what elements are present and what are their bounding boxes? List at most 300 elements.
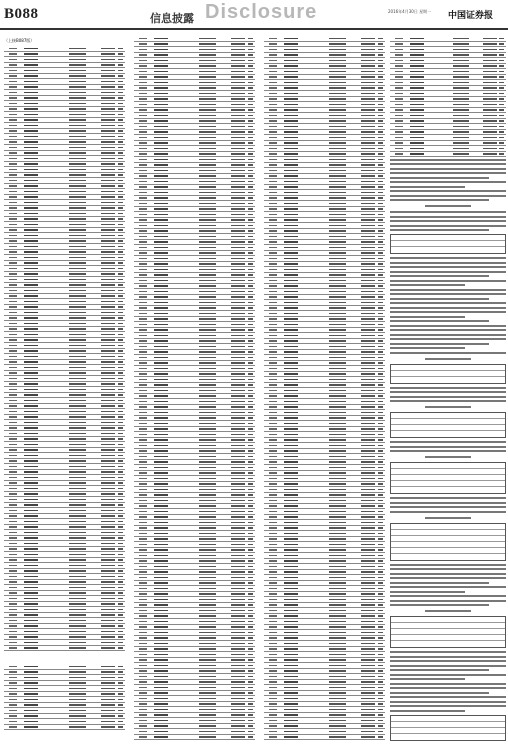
cell-text <box>248 153 253 155</box>
text-line <box>390 225 506 227</box>
cell-text <box>378 472 383 474</box>
cell-text <box>118 235 123 237</box>
cell-text <box>248 115 253 117</box>
cell-text <box>69 455 86 457</box>
cell-text <box>329 533 346 535</box>
cell-text <box>248 494 253 496</box>
cell-text <box>118 350 123 352</box>
cell-text <box>248 472 253 474</box>
cell-text <box>199 296 216 298</box>
cell-text <box>118 174 123 176</box>
cell-text <box>378 390 383 392</box>
cell-text <box>248 340 253 342</box>
cell-text <box>361 472 376 474</box>
cell-text <box>199 164 216 166</box>
cell-text <box>118 636 123 638</box>
cell-text <box>231 104 246 106</box>
cell-text <box>101 570 116 572</box>
cell-text <box>378 192 383 194</box>
text-line <box>390 229 489 231</box>
section-heading-line <box>425 517 471 519</box>
cell-text <box>118 103 123 105</box>
cell-text <box>361 588 376 590</box>
cell-text <box>69 147 86 149</box>
cell-text <box>231 274 246 276</box>
cell-text <box>69 537 86 539</box>
cell-text <box>118 482 123 484</box>
text-line <box>390 181 506 183</box>
cell-text <box>69 191 86 193</box>
cell-text <box>199 203 216 205</box>
cell-text <box>378 236 383 238</box>
text-line <box>390 710 465 712</box>
cell-text <box>118 394 123 396</box>
cell-text <box>69 411 86 413</box>
cell-text <box>378 340 383 342</box>
cell-text <box>378 76 383 78</box>
section-heading-line <box>425 456 471 458</box>
text-line <box>390 262 506 264</box>
cell-text <box>378 230 383 232</box>
cell-text <box>248 346 253 348</box>
cell-text <box>69 257 86 259</box>
cell-text <box>248 483 253 485</box>
cell-text <box>199 494 216 496</box>
cell-text <box>69 202 86 204</box>
cell-text <box>248 203 253 205</box>
cell-text <box>118 240 123 242</box>
cell-text <box>361 197 376 199</box>
text-line <box>390 497 506 499</box>
cell-text <box>248 324 253 326</box>
cell-text <box>329 258 346 260</box>
cell-text <box>248 654 253 656</box>
cell-text <box>199 538 216 540</box>
cell-text <box>118 70 123 72</box>
cell-text <box>329 175 346 177</box>
cell-text <box>69 207 86 209</box>
cell-text <box>329 500 346 502</box>
cell-text <box>329 505 346 507</box>
cell-text <box>329 428 346 430</box>
text-line <box>390 656 506 658</box>
cell-text <box>101 114 116 116</box>
cell-text <box>199 93 216 95</box>
cell-text <box>231 71 246 73</box>
cell-text <box>483 76 497 78</box>
cell-text <box>199 505 216 507</box>
cell-text <box>101 603 116 605</box>
cell-text <box>483 142 497 144</box>
cell-text <box>69 312 86 314</box>
cell-text <box>101 394 116 396</box>
cell-text <box>248 159 253 161</box>
cell-text <box>231 346 246 348</box>
text-line <box>390 687 506 689</box>
cell-text <box>231 38 246 40</box>
cell-text <box>69 103 86 105</box>
cell-text <box>101 433 116 435</box>
text-line <box>390 674 506 676</box>
cell-text <box>231 412 246 414</box>
cell-text <box>69 726 86 728</box>
cell-text <box>118 699 123 701</box>
cell-text <box>248 533 253 535</box>
cell-text <box>329 159 346 161</box>
cell-text <box>101 350 116 352</box>
cell-text <box>118 378 123 380</box>
cell-text <box>101 312 116 314</box>
cell-text <box>248 417 253 419</box>
cell-text <box>118 339 123 341</box>
cell-text <box>483 104 497 106</box>
cell-text <box>101 671 116 673</box>
cell-text <box>361 417 376 419</box>
cell-text <box>248 500 253 502</box>
cell-text <box>101 224 116 226</box>
cell-text <box>199 516 216 518</box>
text-line <box>390 302 506 304</box>
cell-text <box>361 505 376 507</box>
cell-text <box>69 504 86 506</box>
cell-text <box>69 163 86 165</box>
cell-text <box>69 64 86 66</box>
cell-text <box>101 356 116 358</box>
cell-text <box>101 543 116 545</box>
cell-text <box>483 115 497 117</box>
cell-text <box>378 566 383 568</box>
cell-text <box>378 725 383 727</box>
cell-text <box>199 593 216 595</box>
cell-text <box>361 181 376 183</box>
cell-text <box>329 93 346 95</box>
disclosure-table <box>390 462 506 494</box>
cell-text <box>199 456 216 458</box>
cell-text <box>118 504 123 506</box>
cell-text <box>231 637 246 639</box>
cell-text <box>118 405 123 407</box>
cell-text <box>199 368 216 370</box>
cell-text <box>248 285 253 287</box>
cell-text <box>69 70 86 72</box>
cell-text <box>101 548 116 550</box>
cell-text <box>248 571 253 573</box>
cell-text <box>199 390 216 392</box>
cell-text <box>329 626 346 628</box>
text-line <box>390 669 489 671</box>
cell-text <box>199 137 216 139</box>
cell-text <box>101 174 116 176</box>
cell-text <box>361 423 376 425</box>
cell-text <box>329 423 346 425</box>
cell-text <box>378 252 383 254</box>
cell-text <box>231 335 246 337</box>
cell-text <box>118 185 123 187</box>
cell-text <box>248 208 253 210</box>
cell-text <box>248 214 253 216</box>
cell-text <box>231 395 246 397</box>
cell-text <box>378 604 383 606</box>
cell-text <box>199 450 216 452</box>
cell-text <box>361 582 376 584</box>
cell-text <box>69 493 86 495</box>
cell-text <box>231 87 246 89</box>
cell-text <box>248 181 253 183</box>
text-line <box>390 683 506 685</box>
table-row <box>134 735 255 741</box>
cell-text <box>199 654 216 656</box>
cell-text <box>69 576 86 578</box>
cell-text <box>329 527 346 529</box>
cell-text <box>248 313 253 315</box>
cell-text <box>499 98 504 100</box>
cell-text <box>69 543 86 545</box>
cell-text <box>118 53 123 55</box>
cell-text <box>378 439 383 441</box>
cell-text <box>118 499 123 501</box>
cell-text <box>118 290 123 292</box>
cell-text <box>329 571 346 573</box>
cell-text <box>118 400 123 402</box>
cell-text <box>118 666 123 668</box>
cell-text <box>118 361 123 363</box>
cell-text <box>248 54 253 56</box>
cell-text <box>329 560 346 562</box>
cell-text <box>361 186 376 188</box>
cell-text <box>101 163 116 165</box>
cell-text <box>378 643 383 645</box>
cell-text <box>329 681 346 683</box>
cell-text <box>248 687 253 689</box>
cell-text <box>118 576 123 578</box>
cell-text <box>101 229 116 231</box>
cell-text <box>499 43 504 45</box>
cell-text <box>101 400 116 402</box>
cell-text <box>118 427 123 429</box>
cell-text <box>69 444 86 446</box>
cell-text <box>378 401 383 403</box>
cell-text <box>329 478 346 480</box>
cell-text <box>453 93 469 95</box>
cell-text <box>118 726 123 728</box>
cell-text <box>231 60 246 62</box>
cell-text <box>361 560 376 562</box>
cell-text <box>69 526 86 528</box>
cell-text <box>329 720 346 722</box>
cell-text <box>118 614 123 616</box>
cell-text <box>378 335 383 337</box>
cell-text <box>361 60 376 62</box>
cell-text <box>101 699 116 701</box>
cell-text <box>118 273 123 275</box>
cell-text <box>101 666 116 668</box>
cell-text <box>101 345 116 347</box>
cell-text <box>329 38 346 40</box>
cell-text <box>361 208 376 210</box>
cell-text <box>361 621 376 623</box>
cell-text <box>361 98 376 100</box>
cell-text <box>499 137 504 139</box>
text-line <box>390 325 506 327</box>
cell-text <box>361 241 376 243</box>
cell-text <box>69 609 86 611</box>
cell-text <box>231 137 246 139</box>
cell-text <box>101 262 116 264</box>
cell-text <box>378 170 383 172</box>
cell-text <box>101 515 116 517</box>
cell-text <box>378 302 383 304</box>
cell-text <box>361 478 376 480</box>
cell-text <box>231 181 246 183</box>
table-row <box>264 735 385 741</box>
cell-text <box>101 504 116 506</box>
cell-text <box>378 313 383 315</box>
cell-text <box>118 251 123 253</box>
cell-text <box>329 131 346 133</box>
cell-text <box>231 252 246 254</box>
text-line <box>390 391 506 393</box>
cell-text <box>378 71 383 73</box>
cell-text <box>499 104 504 106</box>
cell-text <box>378 214 383 216</box>
column-4 <box>390 36 506 744</box>
cell-text <box>378 351 383 353</box>
cell-text <box>329 456 346 458</box>
cell-text <box>361 368 376 370</box>
cell-text <box>118 246 123 248</box>
cell-text <box>378 478 383 480</box>
cell-text <box>199 87 216 89</box>
cell-text <box>199 115 216 117</box>
cell-text <box>199 709 216 711</box>
cell-text <box>199 720 216 722</box>
cell-text <box>329 615 346 617</box>
cell-text <box>329 434 346 436</box>
cell-text <box>248 87 253 89</box>
cell-text <box>453 137 469 139</box>
cell-text <box>231 720 246 722</box>
cell-text <box>118 97 123 99</box>
cell-text <box>378 703 383 705</box>
cell-text <box>361 604 376 606</box>
cell-text <box>199 489 216 491</box>
disclosure-table-row <box>391 247 505 253</box>
cell-text <box>199 65 216 67</box>
cell-text <box>118 471 123 473</box>
cell-text <box>101 284 116 286</box>
cell-text <box>329 670 346 672</box>
cell-text <box>101 521 116 523</box>
cell-text <box>69 86 86 88</box>
cell-text <box>69 196 86 198</box>
disclosure-table-row <box>391 641 505 647</box>
cell-text <box>69 427 86 429</box>
cell-text <box>231 467 246 469</box>
cell-text <box>329 379 346 381</box>
cell-text <box>453 98 469 100</box>
cell-text <box>101 378 116 380</box>
cell-text <box>361 142 376 144</box>
cell-text <box>199 665 216 667</box>
cell-text <box>248 467 253 469</box>
cell-text <box>118 48 123 50</box>
cell-text <box>248 505 253 507</box>
cell-text <box>69 631 86 633</box>
cell-text <box>378 505 383 507</box>
cell-text <box>329 714 346 716</box>
cell-text <box>378 450 383 452</box>
cell-text <box>69 592 86 594</box>
cell-text <box>199 439 216 441</box>
cell-text <box>69 108 86 110</box>
cell-text <box>199 698 216 700</box>
cell-text <box>453 60 469 62</box>
data-table-2 <box>134 36 255 744</box>
cell-text <box>199 500 216 502</box>
cell-text <box>69 515 86 517</box>
cell-text <box>329 192 346 194</box>
cell-text <box>499 87 504 89</box>
cell-text <box>231 472 246 474</box>
cell-text <box>499 60 504 62</box>
cell-text <box>118 422 123 424</box>
cell-text <box>199 676 216 678</box>
cell-text <box>118 334 123 336</box>
cell-text <box>453 76 469 78</box>
data-table-1b <box>4 664 125 734</box>
cell-text <box>118 603 123 605</box>
cell-text <box>231 714 246 716</box>
cell-text <box>248 307 253 309</box>
cell-text <box>231 120 246 122</box>
text-line <box>390 163 506 165</box>
cell-text <box>361 626 376 628</box>
cell-text <box>361 291 376 293</box>
cell-text <box>69 180 86 182</box>
cell-text <box>231 351 246 353</box>
cell-text <box>499 93 504 95</box>
cell-text <box>118 356 123 358</box>
cell-text <box>101 537 116 539</box>
cell-text <box>378 615 383 617</box>
cell-text <box>101 449 116 451</box>
cell-text <box>329 318 346 320</box>
cell-text <box>199 395 216 397</box>
cell-text <box>101 141 116 143</box>
cell-text <box>231 423 246 425</box>
cell-text <box>378 467 383 469</box>
cell-text <box>199 340 216 342</box>
cell-text <box>199 659 216 661</box>
cell-text <box>483 87 497 89</box>
cell-text <box>378 263 383 265</box>
disclosure-table <box>390 234 506 254</box>
cell-text <box>329 291 346 293</box>
cell-text <box>231 483 246 485</box>
cell-text <box>231 230 246 232</box>
text-line <box>390 564 506 566</box>
cell-text <box>483 82 497 84</box>
cell-text <box>69 614 86 616</box>
cell-text <box>361 43 376 45</box>
cell-text <box>118 218 123 220</box>
cell-text <box>329 142 346 144</box>
cell-text <box>378 126 383 128</box>
cell-text <box>248 98 253 100</box>
cell-text <box>329 65 346 67</box>
cell-text <box>248 247 253 249</box>
cell-text <box>101 196 116 198</box>
